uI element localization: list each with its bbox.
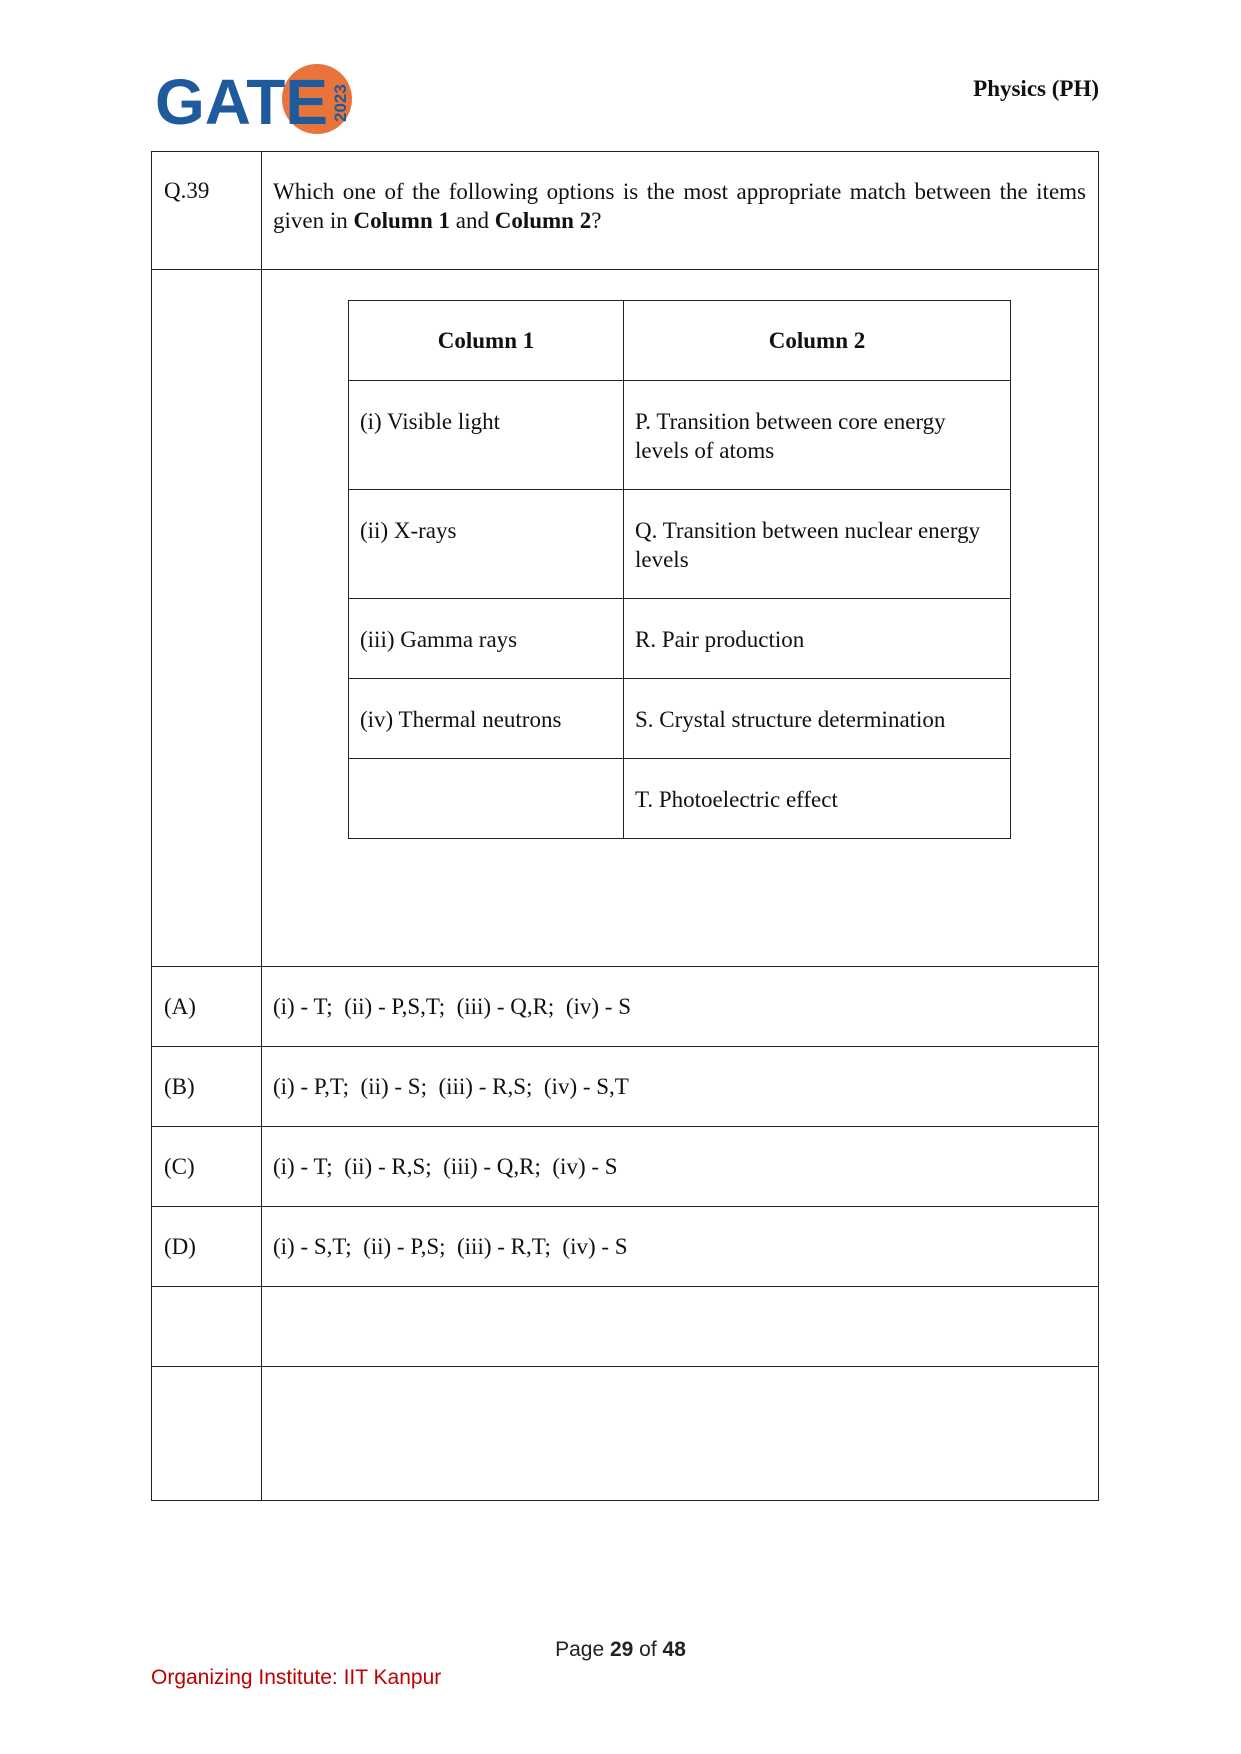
page-number <box>0 1638 1241 1662</box>
match-header-column1: Column 1 <box>349 301 624 381</box>
question-text <box>262 152 1098 235</box>
option-a-text-cell <box>262 967 1099 1047</box>
option-a-label: (A) <box>164 994 196 1019</box>
match-row-4-col1: (iv) Thermal neutrons <box>349 679 624 759</box>
question-text-after: ? <box>591 208 602 233</box>
option-c-text: (i) - T; (ii) - R,S; (iii) - Q,R; (iv) - S <box>273 1154 618 1179</box>
option-d-label: (D) <box>164 1234 196 1259</box>
gate-2023-logo <box>155 60 355 140</box>
page-mid: of <box>633 1638 663 1661</box>
match-row-3-col1: (iii) Gamma rays <box>349 599 624 679</box>
option-b-label: (B) <box>164 1074 195 1099</box>
option-d-text-cell <box>262 1207 1099 1287</box>
empty-row-2-label-cell <box>152 1367 262 1501</box>
question-bold-column2: Column 2 <box>494 208 592 233</box>
match-row-2-col2: Q. Transition between nuclear energy levels <box>624 490 1011 599</box>
option-b-text-cell <box>262 1047 1099 1127</box>
question-text-mid: and <box>450 208 495 233</box>
option-b-text: (i) - P,T; (ii) - S; (iii) - R,S; (iv) - S,T <box>273 1074 629 1099</box>
match-row-5-col1 <box>349 759 624 839</box>
page-prefix: Page <box>555 1638 610 1661</box>
option-a-label-cell <box>152 967 262 1047</box>
question-bold-column1: Column 1 <box>353 208 450 233</box>
option-c-label-cell <box>152 1127 262 1207</box>
empty-row-1-text-cell <box>262 1287 1099 1367</box>
option-a-text: (i) - T; (ii) - P,S,T; (iii) - Q,R; (iv) - S <box>273 994 631 1019</box>
question-number: Q.39 <box>164 178 210 203</box>
subject-title: Physics (PH) <box>973 76 1099 101</box>
page-current: 29 <box>609 1638 634 1661</box>
match-row-4-col2: S. Crystal structure determination <box>624 679 1011 759</box>
option-d-label-cell <box>152 1207 262 1287</box>
question-text-cell <box>262 152 1099 270</box>
option-b-label-cell <box>152 1047 262 1127</box>
empty-row-1-label-cell <box>152 1287 262 1367</box>
match-row-1-col2: P. Transition between core energy levels of atoms <box>624 381 1011 490</box>
match-row-1-col1: (i) Visible light <box>349 381 624 490</box>
organizing-institute: Organizing Institute: IIT Kanpur <box>151 1666 442 1689</box>
table-area-number-cell <box>152 270 262 967</box>
empty-row-2-text-cell <box>262 1367 1099 1501</box>
match-row-3-col2: R. Pair production <box>624 599 1011 679</box>
match-row-5-col2: T. Photoelectric effect <box>624 759 1011 839</box>
page-total: 48 <box>662 1638 686 1661</box>
option-d-text: (i) - S,T; (ii) - P,S; (iii) - R,T; (iv) - S <box>273 1234 628 1259</box>
option-c-text-cell <box>262 1127 1099 1207</box>
question-text-before: Which one of the following options is the most appropriate match between the items given in <box>273 179 1086 233</box>
match-header-column2: Column 2 <box>624 301 1011 381</box>
match-table <box>348 300 1011 839</box>
logo-year: 2023 <box>331 84 350 122</box>
match-row-2-col1: (ii) X-rays <box>349 490 624 599</box>
option-c-label: (C) <box>164 1154 195 1179</box>
logo-text: GATE <box>155 66 329 138</box>
question-number-cell <box>152 152 262 270</box>
